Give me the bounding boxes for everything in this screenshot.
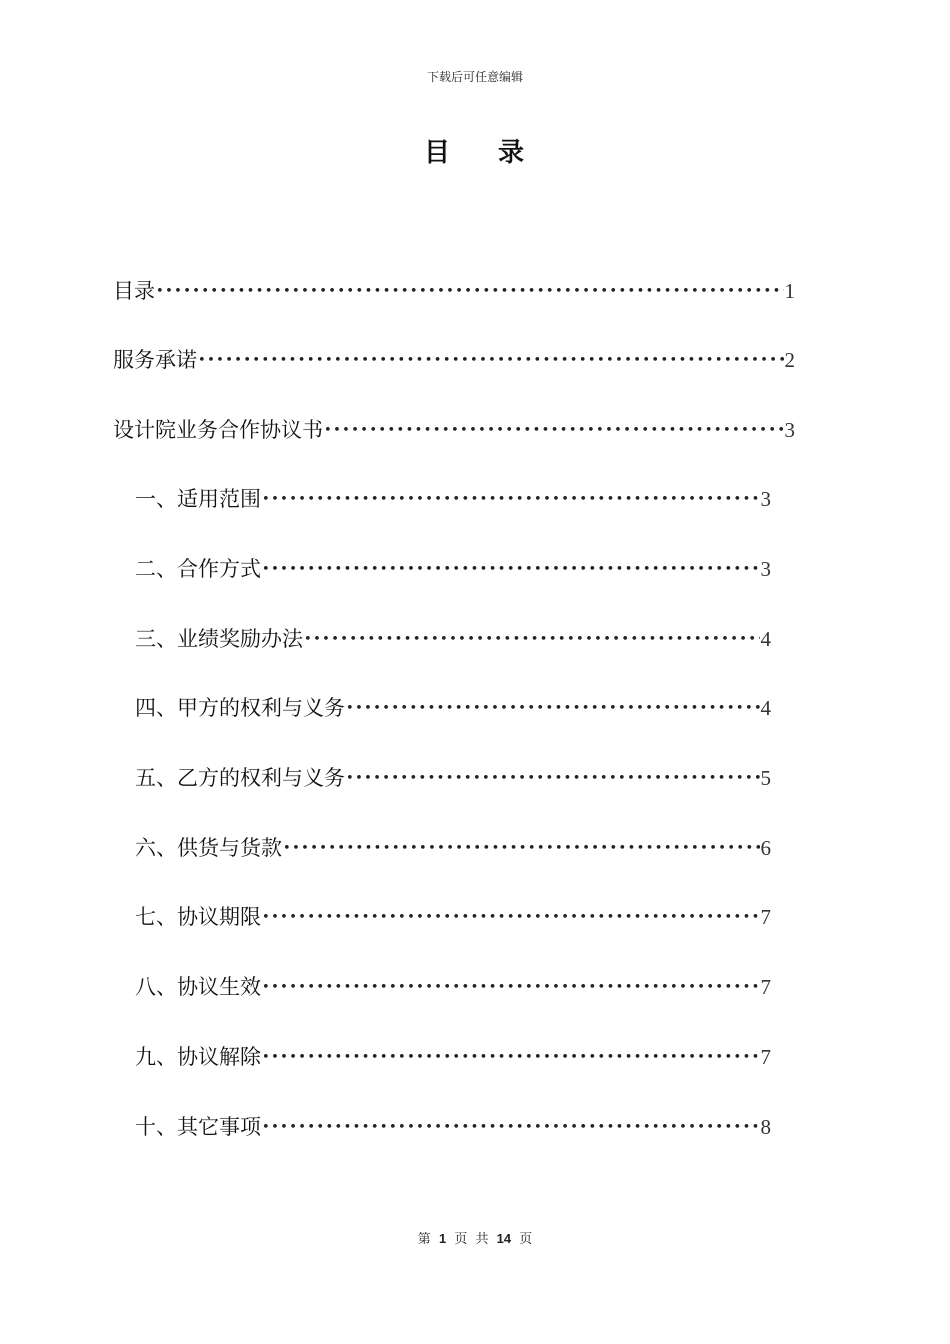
toc-entry[interactable] [135,554,771,584]
toc-leader-dots [262,555,760,585]
toc-leader-dots [198,346,784,376]
toc-entry-label: 二、合作方式 [135,557,261,581]
toc-entry[interactable] [113,276,795,306]
page-title-char-1: 目 [423,138,452,168]
page-title-char-2: 录 [498,138,527,168]
toc-entry[interactable] [135,693,771,723]
toc-leader-dots [156,277,784,307]
toc-entry-label: 六、供货与货款 [135,836,282,860]
toc-entry-page: 2 [784,348,795,372]
toc-entry[interactable] [135,1042,771,1072]
toc-entry-page: 8 [760,1115,771,1139]
footer-middle: 页 共 [454,1232,489,1247]
toc-entry[interactable] [135,972,771,1002]
toc-entry-page: 4 [760,627,771,651]
footer-prefix: 第 [417,1232,431,1247]
toc-entry-label: 一、适用范围 [135,487,261,511]
toc-entry[interactable] [135,484,771,514]
toc-leader-dots [346,694,760,724]
toc-entry[interactable] [135,833,771,863]
toc-entry-page: 3 [760,487,771,511]
toc-entry-page: 6 [760,836,771,860]
toc-leader-dots [283,834,760,864]
header-note: 下载后可任意编辑 [426,70,523,84]
toc-entry-page: 4 [760,696,771,720]
toc-entry-page: 1 [784,279,795,303]
page-footer [0,1228,950,1247]
toc-entry-label: 三、业绩奖励办法 [135,627,303,651]
toc-entry-page: 7 [760,905,771,929]
toc-entry[interactable] [135,902,771,932]
toc-entry-label: 七、协议期限 [135,905,261,929]
footer-suffix: 页 [519,1232,533,1247]
toc-leader-dots [304,625,760,655]
toc-entry-label: 十、其它事项 [135,1115,261,1139]
toc-leader-dots [262,485,760,515]
toc-entry-label: 九、协议解除 [135,1045,261,1069]
toc-entry[interactable] [113,345,795,375]
toc-leader-dots [262,903,760,933]
toc-leader-dots [262,973,760,1003]
toc-entry-label: 五、乙方的权利与义务 [135,766,345,790]
toc-entry-page: 7 [760,975,771,999]
toc-entry-page: 7 [760,1045,771,1069]
toc-entry-label: 四、甲方的权利与义务 [135,696,345,720]
toc-leader-dots [324,416,784,446]
toc-leader-dots [346,764,760,794]
toc-entry[interactable] [135,763,771,793]
toc-entry-label: 八、协议生效 [135,975,261,999]
toc-entry-page: 3 [760,557,771,581]
toc-entry-label: 设计院业务合作协议书 [113,418,323,442]
toc-entry-label: 目录 [113,279,155,303]
toc-entry-page: 5 [760,766,771,790]
footer-current-page: 1 [438,1231,447,1246]
toc-leader-dots [262,1113,760,1143]
toc-entry[interactable] [135,624,771,654]
toc-entry[interactable] [113,415,795,445]
footer-total-pages: 14 [496,1231,512,1246]
toc-leader-dots [262,1043,760,1073]
toc-entry-label: 服务承诺 [113,348,197,372]
toc-entry[interactable] [135,1112,771,1142]
toc-entry-page: 3 [784,418,795,442]
